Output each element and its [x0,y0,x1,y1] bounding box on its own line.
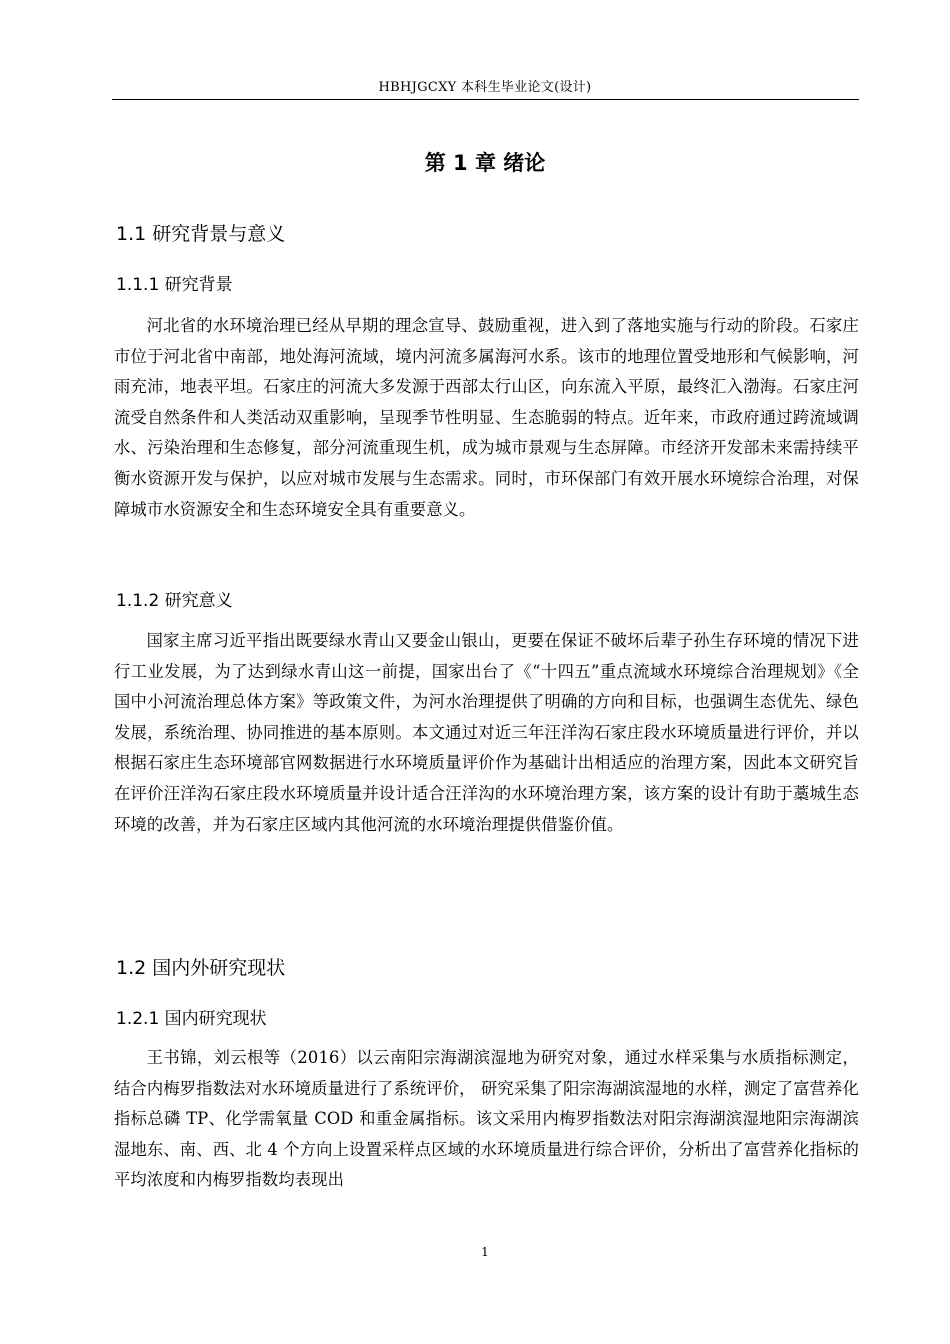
paragraph-domestic-research: 王书锦，刘云根等（2016）以云南阳宗海湖滨湿地为研究对象，通过水样采集与水质指标测定，结合内梅罗指数法对水环境质量进行了系统评价， 研究采集了阳宗海湖滨湿地的水样，测定了富营养化指标总磷 TP、化学需氧量 COD 和重金属指标。该文采用内梅罗指数法对阳宗海湖滨湿地阳宗海湖滨湿地东、南、西、北 4 个方向上设置采样点区域的水环境质量进行综合评价，分析出了富营养化指标的平均浓度和内梅罗指数均表现出 [114,1048,859,1190]
subsection-heading-1-1-2: 1.1.2 研究意义 [116,591,233,611]
page-number: 1 [481,1245,489,1259]
header-divider [112,99,859,100]
section-heading-1-1: 1.1 研究背景与意义 [116,223,286,245]
chapter-title: 第 1 章 绪论 [424,151,546,175]
subsection-heading-1-2-1: 1.2.1 国内研究现状 [116,1009,267,1029]
paragraph-research-background: 河北省的水环境治理已经从早期的理念宣导、鼓励重视，进入到了落地实施与行动的阶段。石家庄市位于河北省中南部，地处海河流域，境内河流多属海河水系。该市的地理位置受地形和气候影响，河雨充沛，地表平坦。石家庄的河流大多发源于西部太行山区，向东流入平原，最终汇入渤海。石家庄河流受自然条件和人类活动双重影响，呈现季节性明显、生态脆弱的特点。近年来，市政府通过跨流域调水、污染治理和生态修复，部分河流重现生机，成为城市景观与生态屏障。市经济开发部未来需持续平衡水资源开发与保护，以应对城市发展与生态需求。同时，市环保部门有效开展水环境综合治理，对保障城市水资源安全和生态环境安全具有重要意义。 [114,316,859,519]
subsection-heading-1-1-1: 1.1.1 研究背景 [116,275,233,295]
section-heading-1-2: 1.2 国内外研究现状 [116,957,286,979]
page-header: HBHJGCXY 本科生毕业论文(设计) [378,80,592,95]
paragraph-research-significance: 国家主席习近平指出既要绿水青山又要金山银山，更要在保证不破坏后辈子孙生存环境的情况下进行工业发展，为了达到绿水青山这一前提，国家出台了《“十四五”重点流域水环境综合治理规划》《全国中小河流治理总体方案》等政策文件，为河水治理提供了明确的方向和目标，也强调生态优先、绿色发展，系统治理、协同推进的基本原则。本文通过对近三年汪洋沟石家庄段水环境质量进行评价，并以根据石家庄生态环境部官网数据进行水环境质量评价作为基础计出相适应的治理方案，因此本文研究旨在评价汪洋沟石家庄段水环境质量并设计适合汪洋沟的水环境治理方案，该方案的设计有助于藁城生态环境的改善，并为石家庄区域内其他河流的水环境治理提供借鉴价值。 [114,631,859,834]
